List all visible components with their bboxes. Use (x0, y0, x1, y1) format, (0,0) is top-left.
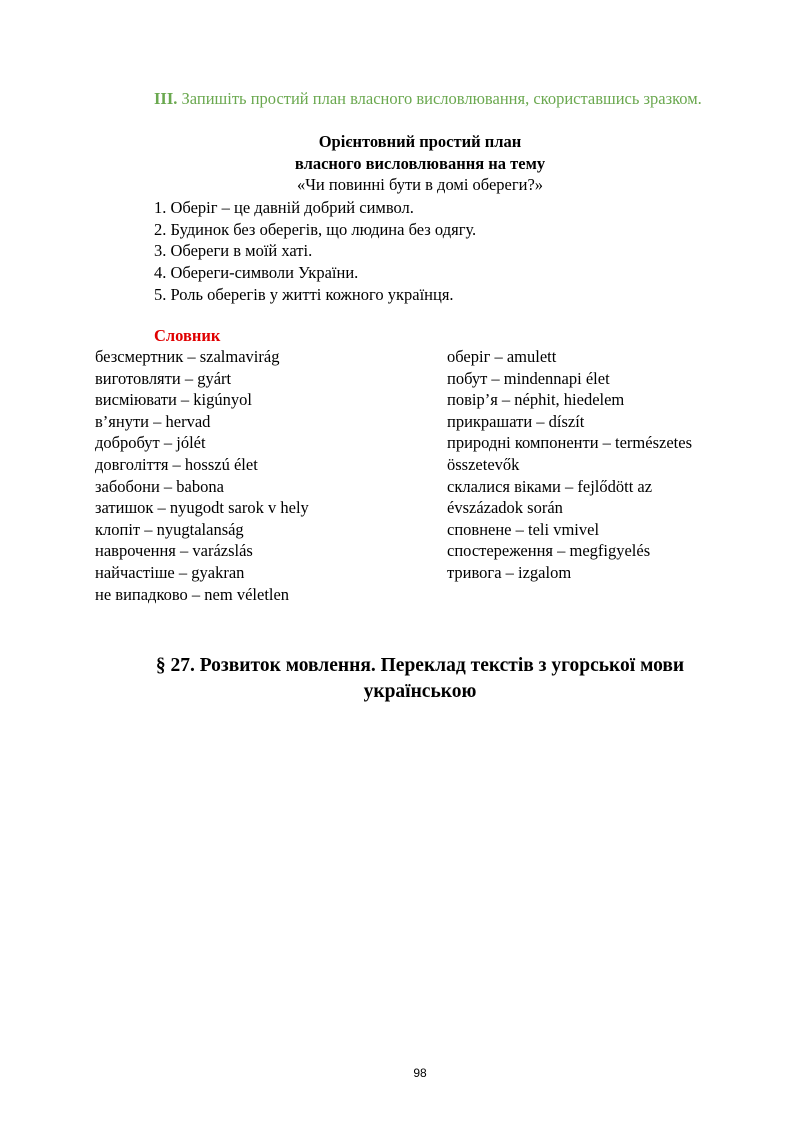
dictionary-entry: повір’я – néphit, hiedelem (447, 390, 625, 410)
dictionary-entry: клопіт – nyugtalanság (95, 519, 244, 539)
dictionary-entry: добробут – jólét (95, 433, 206, 453)
plan-item: 5. Роль оберегів у житті кожного українця. (154, 284, 454, 304)
plan-item: 4. Обереги-символи України. (154, 263, 359, 283)
plan-topic: «Чи повинні бути в домі обереги?» (296, 175, 544, 194)
plan-list (154, 197, 476, 306)
task-number: III. (154, 89, 178, 108)
dictionary-entry: природні компоненти – természetes (447, 433, 692, 453)
dictionary-entry: összetevők (447, 454, 520, 474)
dictionary-entry: évszázadok során (447, 498, 563, 518)
dictionary-entry: безсмертник – szalmavirág (95, 347, 280, 366)
dictionary-entry: висміювати – kigúnyol (95, 390, 252, 410)
dictionary-entry: в’янути – hervad (95, 411, 211, 431)
page-number: 98 (413, 1066, 427, 1080)
dictionary-entry: довголіття – hosszú élet (95, 454, 258, 474)
section-heading (100, 653, 740, 705)
plan-item: 3. Обереги в моїй хаті. (154, 241, 313, 261)
task-instruction (102, 88, 738, 109)
section-heading-line2: українською (363, 681, 477, 702)
dictionary-entry: спостереження – megfigyelés (447, 541, 651, 561)
dictionary-entry: сповнене – teli vmivel (447, 519, 600, 539)
plan-title-line1: Орієнтовний простий план (318, 132, 522, 151)
dictionary-entry: наврочення – varázslás (95, 541, 253, 561)
section-heading-line1: § 27. Розвиток мовлення. Переклад текстів з угорської мови (155, 655, 685, 676)
dictionary-entry: прикрашати – díszít (447, 411, 585, 431)
plan-item: 1. Оберіг – це давній добрий символ. (154, 198, 414, 217)
plan-title-line2: власного висловлювання на тему (294, 153, 546, 173)
dictionary-right-column (447, 346, 747, 584)
dictionary-entry: оберіг – amulett (447, 347, 557, 366)
task-text: Запишіть простий план власного висловлювання, скориставшись зразком. (177, 89, 702, 108)
dictionary-entry: склалися віками – fejlődött az (447, 476, 653, 496)
dictionary-entry: побут – mindennapi élet (447, 368, 610, 388)
dictionary-entry: виготовляти – gyárt (95, 368, 232, 388)
dictionary-entry: найчастіше – gyakran (95, 562, 245, 582)
dictionary-entry: тривога – izgalom (447, 562, 572, 582)
dictionary-title: Словник (154, 326, 221, 345)
dictionary-left-column (95, 346, 425, 605)
dictionary-entry: забобони – babona (95, 476, 224, 496)
plan-heading (102, 131, 738, 196)
dictionary-entry: затишок – nyugodt sarok v hely (95, 498, 309, 518)
plan-item: 2. Будинок без оберегів, що людина без одягу. (154, 219, 477, 239)
dictionary-entry: не випадково – nem véletlen (95, 584, 290, 604)
